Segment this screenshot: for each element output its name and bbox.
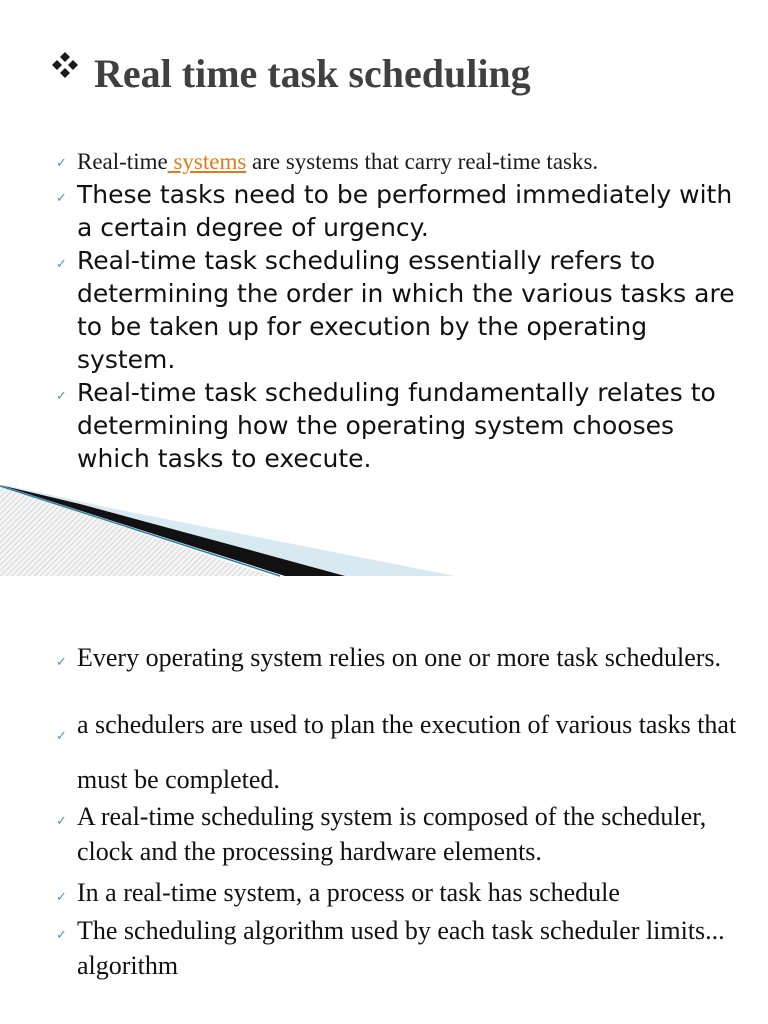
bullet-text: a schedulers are used to plan the execution of various tasks that must be completed. <box>77 710 737 794</box>
top-bullet-list <box>56 146 736 475</box>
systems-link[interactable]: systems <box>167 149 247 174</box>
checkmark-icon: ✓ <box>56 814 67 829</box>
list-item <box>56 799 746 869</box>
checkmark-icon: ✓ <box>56 928 67 943</box>
checkmark-icon: ✓ <box>56 257 67 272</box>
title-row <box>50 50 531 97</box>
checkmark-icon: ✓ <box>56 156 67 171</box>
bullet-text: Real-time task scheduling essentially refers to determining the order in which the various tasks are to be taken up for execution by the operating system. <box>77 246 735 374</box>
list-item <box>56 697 746 807</box>
bottom-bullet-list <box>56 640 746 983</box>
decorative-swoosh <box>0 480 460 580</box>
bullet-text: Real-time <box>77 149 168 174</box>
bullet-text: are systems that carry real-time tasks. <box>246 149 599 174</box>
checkmark-icon: ✓ <box>56 655 67 670</box>
page-title: Real time task scheduling <box>94 51 531 96</box>
checkmark-icon: ✓ <box>56 890 67 905</box>
checkmark-icon: ✓ <box>56 389 67 404</box>
list-item <box>56 875 746 910</box>
list-item <box>56 146 736 178</box>
list-item <box>56 640 746 675</box>
diamond-cluster-bullet-icon <box>50 50 80 80</box>
list-item <box>56 913 746 983</box>
bullet-text: These tasks need to be performed immediately with a certain degree of urgency. <box>77 180 733 242</box>
list-item <box>56 376 736 475</box>
bullet-text: Every operating system relies on one or more task schedulers. <box>77 643 722 672</box>
list-item <box>56 178 736 244</box>
checkmark-icon: ✓ <box>56 191 67 206</box>
checkmark-icon: ✓ <box>56 729 67 744</box>
bullet-text: Real-time task scheduling fundamentally relates to determining how the operating system chooses which tasks to execute. <box>77 378 716 473</box>
bullet-text: The scheduling algorithm used by each task scheduler limits... algorithm <box>77 916 725 980</box>
bullet-text: In a real-time system, a process or task has schedule <box>77 878 620 907</box>
list-item <box>56 244 736 376</box>
bullet-text: A real-time scheduling system is composed of the scheduler, clock and the processing hardware elements. <box>77 802 707 866</box>
